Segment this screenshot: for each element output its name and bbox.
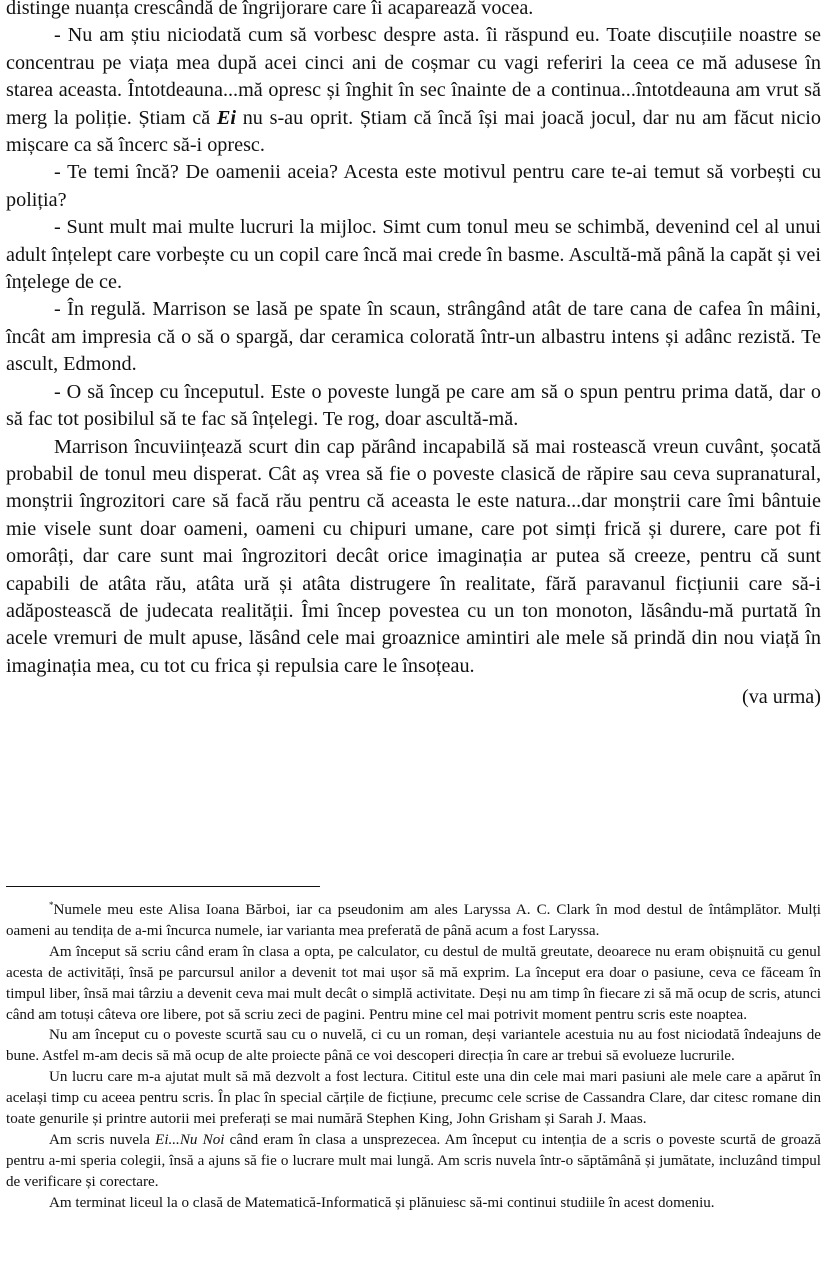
footnote-paragraph: Nu am început cu o poveste scurtă sau cu o nuvelă, ci cu un roman, deși variantele acestuia nu au fost niciodată îndeajuns de bune. Astfel m-am decis să mă ocup de alte proiecte până ce voi descoperi direcția în care ar trebui să evolueze lucrurile.	[6, 1027, 821, 1065]
dialogue-paragraph	[6, 22, 821, 159]
emphasis-text: Ei	[216, 106, 236, 129]
dialogue-paragraph: - În regulă. Marrison se lasă pe spate în scaun, strângând atât de tare cana de cafea în mâini, încât am impresia că o să o spargă, dar ceramica colorată într-un albastru intens și adânc rezistă. Te ascult, Edmond.	[6, 298, 821, 376]
text-run: Am scris nuvela	[49, 1131, 156, 1148]
footnote-marker: *	[49, 899, 54, 910]
text-run: - Nu am știu niciodată cum să vorbesc despre asta. îi răspund eu. Toate discuțiile noastre se concentrau pe viața mea după acei cinci ani de coșmar cu vagi referiri la ceea ce mă adusese în starea aceasta. Întotdeauna...mă opresc și înghit în sec înainte de a continua...întotdeauna am vrut să merg la poliție. Știam că	[6, 24, 821, 129]
text-run: când eram în clasa a unsprezecea. Am început cu intenția de a scris o poveste scurtă de groază pentru a-mi speria colegii, însă a ajuns să fie o lucrare mult mai lungă. Am scris nuvela într-o săptămână și jumătate, incluzând timpul de verificare și corectare.	[6, 1131, 821, 1190]
dialogue-paragraph: - Te temi încă? De oamenii aceia? Acesta este motivul pentru care te-ai temut să vorbești cu poliția?	[6, 161, 821, 211]
text-run: Numele meu este Alisa Ioana Bărboi, iar ca pseudonim am ales Laryssa A. C. Clark în mod destul de întâmplător. Mulți oameni au tendița de a-mi încurca numele, iar varianta mea preferată de până acum a fost Laryssa.	[6, 902, 821, 939]
footnotes	[6, 900, 821, 1214]
footnote-paragraph: Un lucru care m-a ajutat mult să mă dezvolt a fost lectura. Cititul este una din cele mai mari pasiuni ale mele care a apărut în același timp cu aceea pentru scris. În plac în special cărțile de ficțiune, precumc cele scrise de Cassandra Clare, dar citesc romane din toate genurile și printre autorii mei preferați se mai numără Stephen King, John Grisham și Sarah J. Maas.	[6, 1069, 821, 1128]
footnote-paragraph	[6, 1130, 821, 1193]
footnote-separator	[6, 886, 320, 887]
to-be-continued-note: (va urma)	[741, 686, 821, 709]
dialogue-paragraph: - O să încep cu începutul. Este o poveste lungă pe care am să o spun pentru prima dată, dar o să fac tot posibilul să te fac să înțelegi. Te rog, doar ascultă-mă.	[6, 380, 821, 431]
paragraph: distinge nuanța crescândă de îngrijorare care îi acaparează vocea.	[6, 0, 534, 19]
footnote-paragraph	[6, 900, 821, 942]
dialogue-paragraph: - Sunt mult mai multe lucruri la mijloc. Simt cum tonul meu se schimbă, devenind cel al unui adult înțelept care vorbește cu un copil care încă mai crede în basme. Ascultă-mă până la capăt și vei înțelege de ce.	[6, 216, 821, 294]
document-page	[6, 0, 821, 1211]
text-run: nu s-au oprit. Știam că încă își mai joacă jocul, dar nu am făcut nicio mișcare ca să încerc să-i opresc.	[6, 106, 821, 157]
narrative-paragraph: Marrison încuviințează scurt din cap părând incapabilă să mai rostească vreun cuvânt, șocată probabil de tonul meu disperat. Cât aș vrea să fie o poveste clasică de răpire sau ceva supranatural, monștrii îngrozitori care să facă rău pentru că aceasta le este natura...dar monștrii care îmi bântuie mie visele sunt doar oameni, oameni cu chipuri umane, care pot simți frică și durere, care pot fi omorâți, dar care sunt mai îngrozitori decât orice imaginația ar putea să creeze, pentru că sunt capabili de atâta rău, atâta ură și atâta distrugere în realitate, fără paravanul ficțiunii care să-i adăpostească de judecata realității. Îmi încep povestea cu un ton monoton, lăsându-mă purtată în acele vremuri de mult apuse, lăsând cele mai groaznice amintiri ale mele să prindă din nou viață în imaginația mea, cu tot cu frica și repulsia care le însoțeau.	[6, 435, 821, 677]
story-text	[6, 0, 821, 712]
footnote-paragraph: Am terminat liceul la o clasă de Matematică-Informatică și plănuiesc să-mi continui studiile în acest domeniu.	[49, 1194, 715, 1211]
footnote-paragraph: Am început să scriu când eram în clasa a opta, pe calculator, cu destul de multă greutate, deoarece nu eram obișnuită cu genul acesta de activități, însă pe parcursul anilor a devenit tot mai ușor să mă exprim. La început era doar o pasiune, ceva ce făceam în timpul liber, însă mai târziu a devenit ceva mai mult decât o simplă activitate. Deși nu am timp în fiecare zi să mă ocup de scris, atunci când am totuși câteva ore libere, pot să scriu zeci de pagini. Pentru mine cel mai potrivit moment pentru scris este noaptea.	[6, 943, 821, 1023]
book-title: Ei...Nu Noi	[155, 1131, 225, 1148]
